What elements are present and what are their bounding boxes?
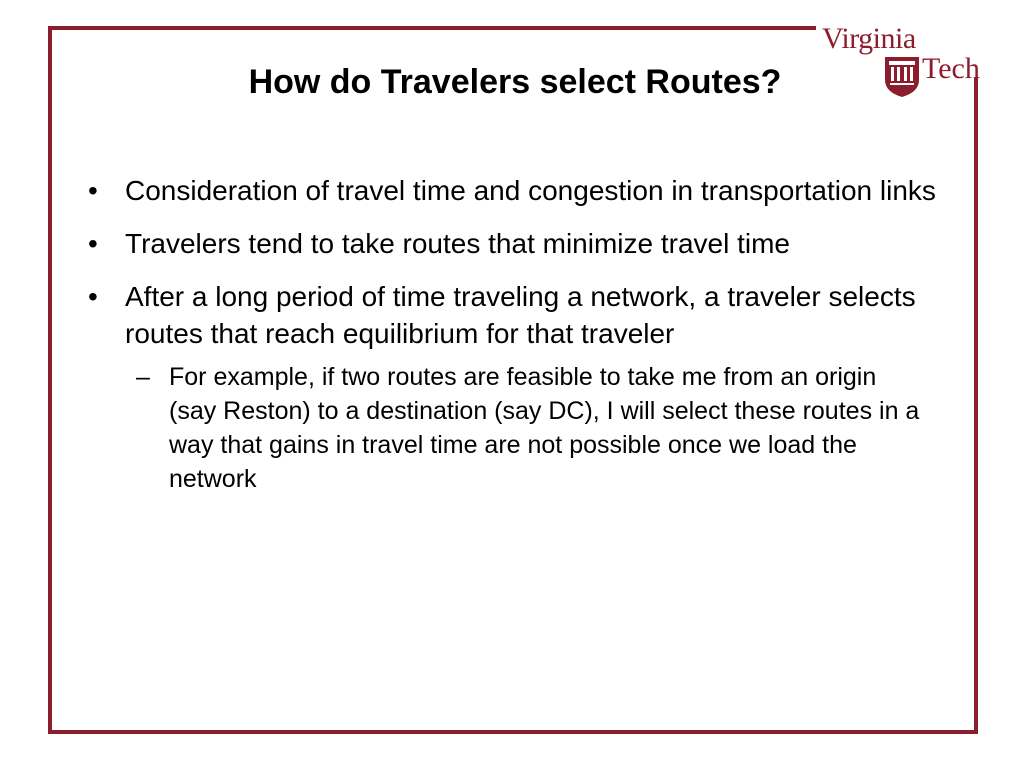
- logo-word-tech: Tech: [922, 52, 980, 85]
- bullet-marker: •: [88, 281, 98, 312]
- frame-top-border: [48, 26, 816, 30]
- slide-body: [84, 172, 944, 496]
- bullet-marker: •: [88, 228, 98, 259]
- bullet-item: [84, 278, 944, 352]
- frame-bottom-border: [48, 730, 978, 734]
- logo-word-virginia: Virginia: [822, 22, 916, 55]
- bullet-text: Consideration of travel time and congestion in transportation links: [125, 175, 936, 206]
- bullet-item: [84, 172, 944, 209]
- bullet-text: Travelers tend to take routes that minimize travel time: [125, 228, 790, 259]
- slide-title: How do Travelers select Routes?: [248, 63, 782, 101]
- bullet-item: [84, 225, 944, 262]
- frame-right-border: [974, 78, 978, 734]
- bullet-marker: •: [88, 175, 98, 206]
- sub-bullet-marker: –: [136, 363, 150, 391]
- sub-bullet-text: For example, if two routes are feasible to take me from an origin (say Reston) to a destination (say DC), I will select these routes in a way that gains in travel time are not possible once we load the network: [169, 363, 920, 493]
- sub-bullet-item: [136, 360, 929, 496]
- frame-left-border: [48, 26, 52, 734]
- bullet-text: After a long period of time traveling a network, a traveler selects routes that reach equilibrium for that traveler: [125, 281, 916, 349]
